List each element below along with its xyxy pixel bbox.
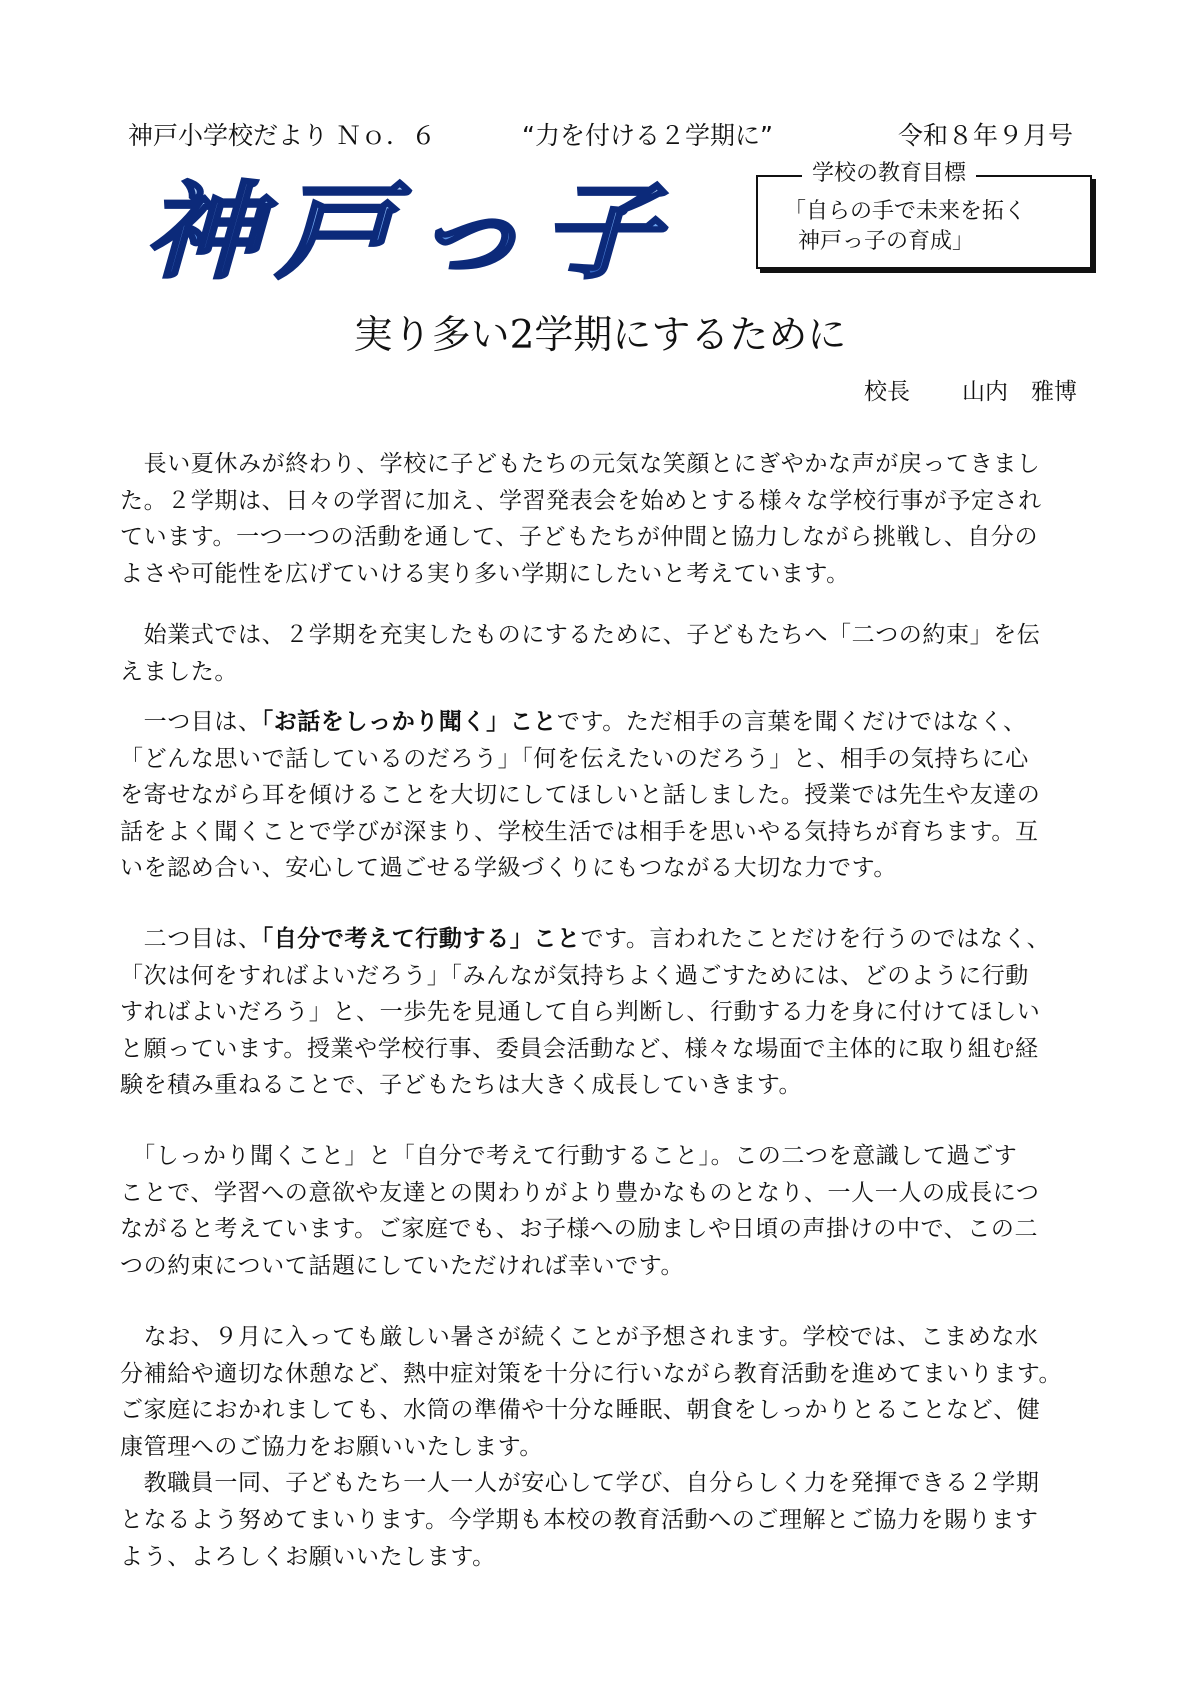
education-goal-line: 「自らの手で未来を拓く	[784, 199, 1027, 224]
newsletter-issue: 神戸小学校だより Ｎｏ．６	[128, 121, 436, 150]
paragraph-line: ご家庭におかれましても、水筒の準備や十分な睡眠、朝食をしっかりとることなど、健	[120, 1397, 1041, 1424]
paragraph-line: ことで、学習への意欲や友達との関わりがより豊かなものとなり、一人一人の成長につ	[120, 1179, 1040, 1206]
paragraph-line: を寄せながら耳を傾けることを大切にしてほしいと話しました。授業では先生や友達の	[120, 782, 1041, 809]
paragraph-line: 験を積み重ねることで、子どもたちは大きく成長していきます。	[120, 1072, 803, 1099]
paragraph-text: 一つ目は、	[120, 709, 262, 735]
emphasized-promise: 「お話をしっかり聞く」こと	[261, 709, 557, 735]
education-goal-box	[756, 161, 1092, 269]
paragraph-line: ながると考えています。ご家庭でも、お子様への励ましや日頃の声掛けの中で、この二	[120, 1216, 1039, 1243]
paragraph-line: つの約束について話題にしていただければ幸いです。	[120, 1252, 685, 1279]
school-logo	[136, 168, 696, 288]
paragraph-line: えました。	[120, 658, 238, 685]
paragraph-line: 分補給や適切な休憩など、熱中症対策を十分に行いながら教育活動を進めてまいります。	[120, 1360, 1063, 1387]
education-goal-title: 学校の教育目標	[802, 157, 976, 191]
paragraph-text: です。言われたことだけを行うのではなく、	[580, 926, 1051, 952]
paragraph-line	[120, 704, 1080, 740]
paragraph-line: なお、９月に入っても厳しい暑さが続くことが予想されます。学校では、こまめな水	[120, 1324, 1039, 1350]
paragraph-line: 教職員一同、子どもたち一人一人が安心して学び、自分らしく力を発揮できる２学期	[120, 1470, 1040, 1497]
paragraph-line: 「次は何をすればよいだろう」「みんなが気持ちよく過ごすためには、どのように行動	[120, 962, 1029, 989]
paragraph-line: 「どんな思いで話しているのだろう」「何を伝えたいのだろう」と、相手の気持ちに心	[120, 745, 1029, 772]
paragraph-line: 話をよく聞くことで学びが深まり、学校生活では相手を思いやる気持ちが育ちます。互	[120, 818, 1039, 845]
paragraph-line: 康管理へのご協力をお願いいたします。	[120, 1433, 543, 1460]
paragraph-line: 「しっかり聞くこと」と「自分で考えて行動すること」。この二つを意識して過ごす	[120, 1143, 1018, 1169]
paragraph-line: ています。一つ一つの活動を通して、子どもたちが仲間と協力しながら挑戦し、自分の	[120, 524, 1039, 551]
paragraph-line: よさや可能性を広げていける実り多い学期にしたいと考えています。	[120, 560, 850, 587]
paragraph-line: よう、よろしくお願いいたします。	[120, 1543, 496, 1570]
paragraph-line: と願っています。授業や学校行事、委員会活動など、様々な場面で主体的に取り組む経	[120, 1035, 1039, 1062]
paragraph-line: いを認め合い、安心して過ごせる学級づくりにもつながる大切な力です。	[120, 855, 897, 882]
paragraph-line: た。２学期は、日々の学習に加え、学習発表会を始めとする様々な学校行事が予定され	[120, 487, 1042, 514]
paragraph-line: 長い夏休みが終わり、学校に子どもたちの元気な笑顔とにぎやかな声が戻ってきまし	[120, 451, 1041, 477]
education-goal-line: 神戸っ子の育成」	[798, 229, 975, 254]
logo-text: 神戸っ子	[144, 171, 674, 288]
issue-date: 令和８年９月号	[898, 121, 1074, 150]
paragraph-line	[120, 921, 1080, 957]
paragraph-text: です。ただ相手の言葉を聞くだけではなく、	[556, 709, 1027, 735]
author-name: 山内 雅博	[962, 379, 1077, 405]
newsletter-slogan: “力を付ける２学期に”	[522, 121, 773, 150]
paragraph-line: となるよう努めてまいります。今学期も本校の教育活動へのご理解とご協力を賜ります	[120, 1507, 1039, 1533]
paragraph-line: すればよいだろう」と、一歩先を見通して自ら判断し、行動する力を身に付けてほしい	[120, 999, 1041, 1026]
author-role: 校長	[864, 379, 910, 405]
emphasized-promise: 「自分で考えて行動する」こと	[261, 926, 581, 952]
paragraph-text: 二つ目は、	[120, 926, 262, 952]
paragraph-line: 始業式では、２学期を充実したものにするために、子どもたちへ「二つの約束」を伝	[120, 622, 1041, 648]
article-title: 実り多い2学期にするために	[353, 313, 847, 358]
